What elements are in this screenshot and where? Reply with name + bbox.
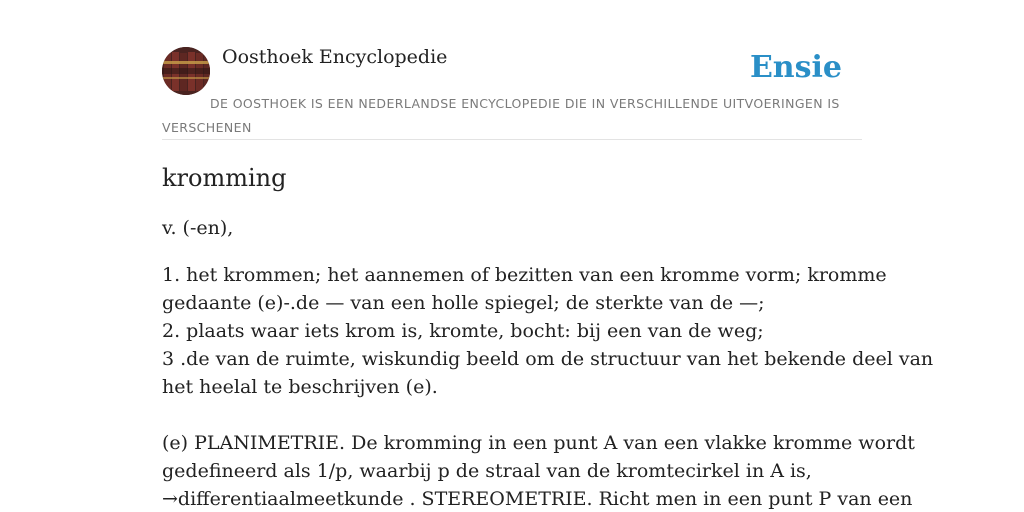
encyclopedia-books-icon[interactable] — [162, 47, 210, 95]
definition — [162, 261, 934, 512]
definition-line: gedaante (e)-.de — van een holle spiegel; de sterkte van de —; — [162, 292, 765, 314]
page-title: kromming — [162, 164, 287, 192]
explanation-line: (e) PLANIMETRIE. De kromming in een punt A van een vlakke kromme wordt — [162, 432, 915, 454]
definition-line: 1. het krommen; het aannemen of bezitten van een kromme vorm; kromme — [162, 264, 887, 286]
explanation-line: →differentiaalmeetkunde . STEREOMETRIE. Richt men in een punt P van een — [162, 488, 913, 510]
explanation-line: gedefineerd als 1/p, waarbij p de straal van de kromtecirkel in A is, — [162, 460, 812, 482]
grammar-note: v. (-en), — [162, 217, 234, 239]
definition-line: het heelal te beschrijven (e). — [162, 376, 438, 398]
site-title[interactable]: Oosthoek Encyclopedie — [222, 46, 448, 68]
definition-line: 3 .de van de ruimte, wiskundig beeld om de structuur van het bekende deel van — [162, 348, 934, 370]
article — [162, 162, 934, 512]
site-tagline: DE OOSTHOEK IS EEN NEDERLANDSE ENCYCLOPEDIE DIE IN VERSCHILLENDE UITVOERINGEN IS VERSCHENEN — [162, 96, 840, 135]
site-header — [162, 46, 862, 140]
paragraph-gap — [162, 401, 862, 429]
ensie-logo[interactable]: Ensie — [749, 50, 842, 85]
definition-line: 2. plaats waar iets krom is, kromte, bocht: bij een van de weg; — [162, 320, 764, 342]
